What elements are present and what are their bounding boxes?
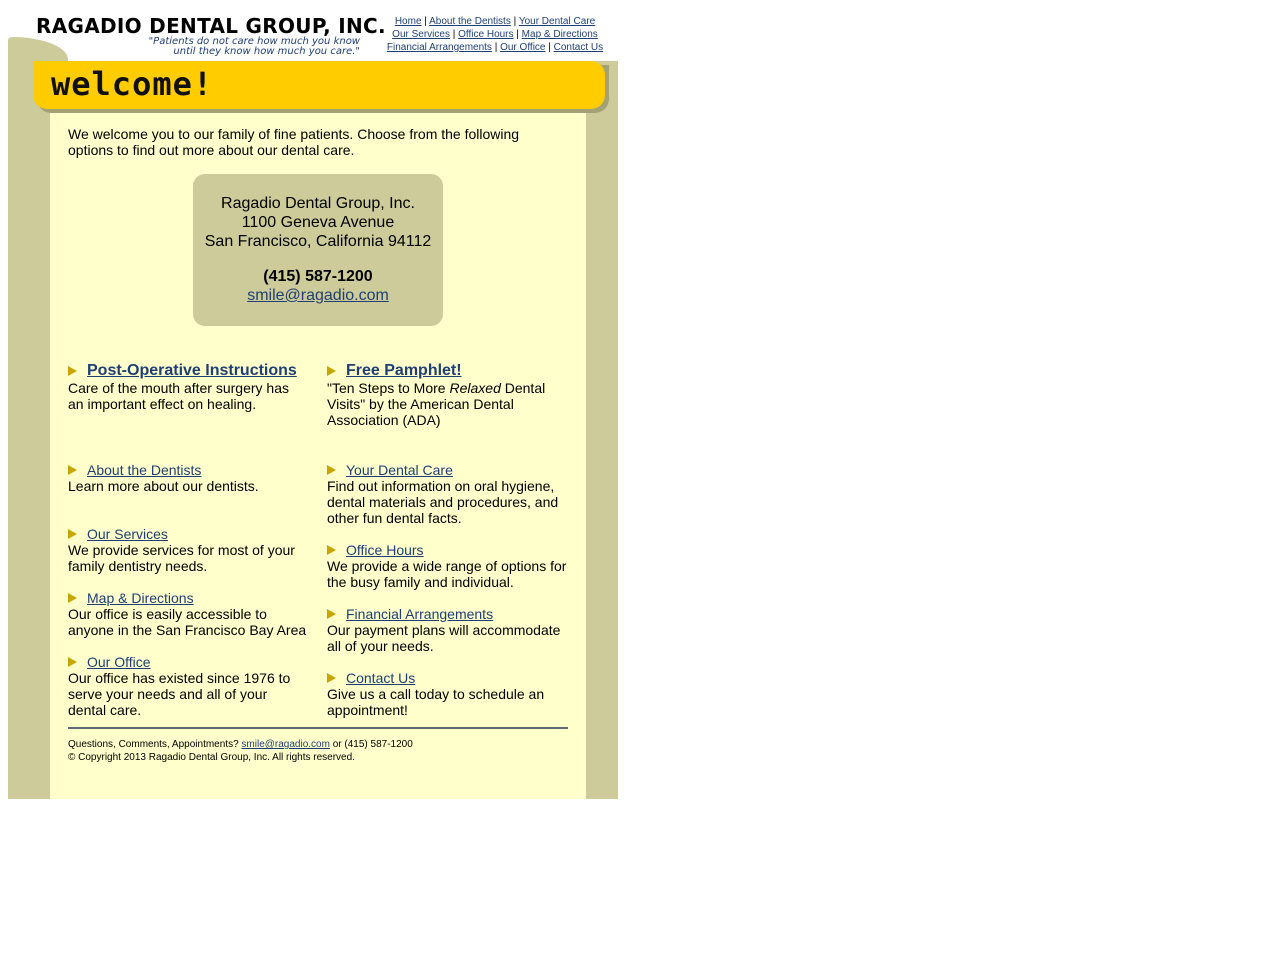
nav-separator: | <box>545 42 554 53</box>
tagline-line-2: until they know how much you care." <box>173 46 360 57</box>
arrow-bullet-icon <box>327 673 336 683</box>
footer-email-link[interactable]: smile@ragadio.com <box>241 739 330 750</box>
map-section <box>68 590 308 638</box>
nav-separator: | <box>510 16 519 27</box>
phone-number: (415) 587-1200 <box>263 268 373 285</box>
footer-question: Questions, Comments, Appointments? <box>68 739 242 750</box>
email-link[interactable]: smile@ragadio.com <box>247 287 389 304</box>
services-link[interactable]: Our Services <box>87 526 168 542</box>
nav-separator: | <box>421 16 430 27</box>
map-directions-link[interactable]: Map & Directions <box>87 590 194 606</box>
post-op-desc: Care of the mouth after surgery has an important effect on healing. <box>68 380 289 412</box>
site-header <box>0 0 620 61</box>
pamphlet-desc-part1: "Ten Steps to More <box>327 380 450 396</box>
nav-contact[interactable]: Contact Us <box>553 42 604 53</box>
financial-link[interactable]: Financial Arrangements <box>346 606 494 622</box>
contact-link[interactable]: Contact Us <box>346 670 416 686</box>
tagline-line-1: "Patients do not care how much you know <box>148 36 360 47</box>
hours-desc: We provide a wide range of options for the busy family and individual. <box>327 558 567 590</box>
arrow-bullet-icon <box>327 609 336 619</box>
city-address: San Francisco, California 94112 <box>204 233 432 250</box>
nav-services[interactable]: Our Services <box>392 29 450 40</box>
header-curve-decoration <box>8 37 68 61</box>
pamphlet-desc <box>327 380 567 428</box>
pamphlet-section <box>327 362 567 428</box>
pamphlet-desc-emphasis: Relaxed <box>449 380 501 396</box>
office-section <box>68 654 308 718</box>
our-office-link[interactable]: Our Office <box>87 654 151 670</box>
nav-separator: | <box>449 29 459 40</box>
street-address: 1100 Geneva Avenue <box>241 214 395 231</box>
nav-dental-care[interactable]: Your Dental Care <box>518 16 596 27</box>
nav-home[interactable]: Home <box>394 16 422 27</box>
contact-section <box>327 670 567 718</box>
office-desc: Our office has existed since 1976 to serve your needs and all of your dental care. <box>68 670 291 718</box>
dentists-section <box>68 462 308 494</box>
arrow-bullet-icon <box>327 545 336 555</box>
financial-desc: Our payment plans will accommodate all of your needs. <box>327 622 561 654</box>
arrow-bullet-icon <box>327 465 336 475</box>
nav-financial[interactable]: Financial Arrangements <box>386 42 492 53</box>
arrow-bullet-icon <box>68 366 77 376</box>
map-desc: Our office is easily accessible to anyone in the San Francisco Bay Area <box>68 606 307 638</box>
arrow-bullet-icon <box>68 657 77 667</box>
tagline <box>100 37 360 57</box>
welcome-title: welcome! <box>51 65 214 103</box>
dental-care-link[interactable]: Your Dental Care <box>346 462 453 478</box>
site-logo[interactable]: RAGADIO DENTAL GROUP, INC. <box>36 14 386 38</box>
about-dentists-link[interactable]: About the Dentists <box>87 462 202 478</box>
nav-our-office[interactable]: Our Office <box>500 42 546 53</box>
post-op-section <box>68 362 308 412</box>
copyright: © Copyright 2013 Ragadio Dental Group, Inc. All rights reserved. <box>68 752 355 763</box>
footer <box>68 738 568 764</box>
practice-name: Ragadio Dental Group, Inc. <box>221 195 415 212</box>
pamphlet-link[interactable]: Free Pamphlet! <box>346 362 462 379</box>
dental-care-desc: Find out information on oral hygiene, dental materials and procedures, and other fun dental facts. <box>327 478 559 526</box>
footer-contact-line <box>68 738 568 751</box>
services-desc: We provide services for most of your family dentistry needs. <box>68 542 295 574</box>
dental-care-section <box>327 462 567 526</box>
intro-text: We welcome you to our family of fine patients. Choose from the following options to find out more about our dental care. <box>68 126 520 158</box>
top-navigation <box>378 15 612 54</box>
nav-separator: | <box>513 29 522 40</box>
services-section <box>68 526 308 574</box>
nav-separator: | <box>491 42 501 53</box>
financial-section <box>327 606 567 654</box>
arrow-bullet-icon <box>68 465 77 475</box>
arrow-bullet-icon <box>68 529 77 539</box>
contact-desc: Give us a call today to schedule an appointment! <box>327 686 545 718</box>
arrow-bullet-icon <box>327 366 336 376</box>
footer-divider <box>68 727 568 729</box>
nav-office-hours[interactable]: Office Hours <box>458 29 514 40</box>
office-hours-link[interactable]: Office Hours <box>346 542 424 558</box>
nav-map-directions[interactable]: Map & Directions <box>521 29 598 40</box>
post-op-link[interactable]: Post-Operative Instructions <box>87 362 297 379</box>
hours-section <box>327 542 567 590</box>
pamphlet-desc-part2: Dental Visits" by the American Dental Association (ADA) <box>327 380 546 428</box>
address-box <box>193 174 443 326</box>
welcome-banner <box>33 61 605 109</box>
arrow-bullet-icon <box>68 593 77 603</box>
nav-about-dentists[interactable]: About the Dentists <box>429 16 511 27</box>
dentists-desc: Learn more about our dentists. <box>68 478 259 494</box>
footer-phone: or (415) 587-1200 <box>329 739 413 750</box>
